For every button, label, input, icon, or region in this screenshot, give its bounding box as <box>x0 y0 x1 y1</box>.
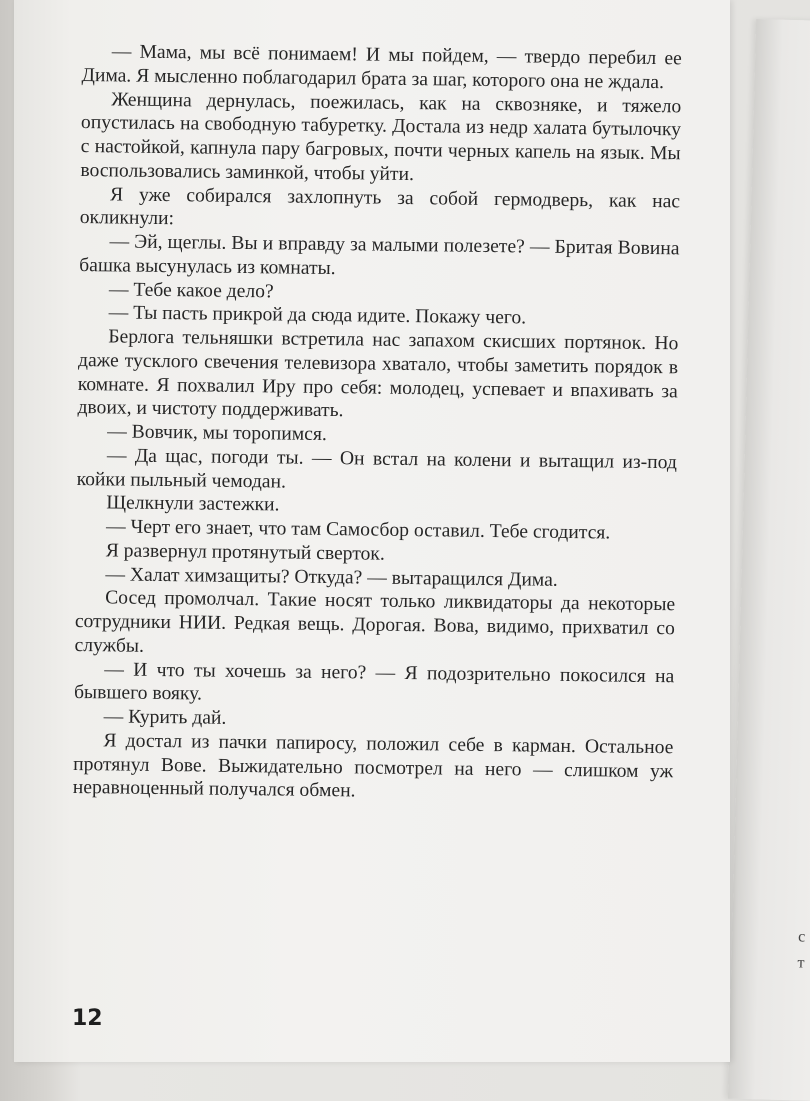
adjacent-page <box>728 19 810 1101</box>
paragraph: — Черт его знает, что там Самосбор оставил. Тебе сгодится. <box>105 516 611 544</box>
paragraph: — Халат химзащиты? Откуда? — вытаращился Дима. <box>105 563 558 591</box>
paragraph: Я уже собирался захлопнуть за собой гермодверь, как нас окликнули: <box>79 183 681 230</box>
book-page <box>14 0 730 1062</box>
paragraph: — Да щас, погоди ты. — Он встал на колени и вытащил из-под койки пыльный чемодан. <box>76 445 678 493</box>
adjacent-page-glyph: с <box>797 928 806 946</box>
paragraph: Я достал из пачки папиросу, положил себе в карман. Остальное протянул Вове. Выжидательно посмотрел на него — слишком уж неравноценный получался обмен. <box>72 730 674 802</box>
paragraph: Сосед промолчал. Такие носят только ликвидаторы да некоторые сотрудники НИИ. Редкая вещь. Дорогая. Вова, видимо, прихватил со службы. <box>74 587 676 657</box>
paragraph: — Вовчик, мы торопимся. <box>107 421 327 446</box>
page-text <box>73 40 682 807</box>
paragraph: Берлога тельняшки встретила нас запахом скисших портянок. Но даже тусклого свечения телевизора хватало, чтобы заметить порядок в комнате. Я похвалил Иру про себя: молодец, успевает и впахивать за двоих, и чистоту поддерживать. <box>77 326 679 422</box>
paragraph: Щелкнули застежки. <box>106 492 280 516</box>
paragraph: — Эй, щеглы. Вы и вправду за малыми полезете? — Бритая Вовина башка высунулась из комнаты. <box>79 231 680 279</box>
page-number: 12 <box>72 1006 103 1031</box>
paragraph: — Курить дай. <box>103 706 227 729</box>
paragraph: — И что ты хочешь за него? — Я подозрительно покосился на бывшего вояку. <box>73 658 675 705</box>
paragraph: — Ты пасть прикрой да сюда идите. Покажу чего. <box>108 302 527 329</box>
paragraph: Женщина дернулась, поежилась, как на сквозняке, и тяжело опустилась на свободную табуретку. Достала из недр халата бутылочку с настойкой, капнула пару багровых, почти черных капель на язык. Мы воспользовались заминкой, чтобы уйти. <box>80 88 682 185</box>
paragraph: — Тебе какое дело? <box>108 278 274 302</box>
adjacent-page-glyph: т <box>797 954 805 972</box>
paragraph: — Мама, мы всё понимаем! И мы пойдем, — твердо перебил ее Дима. Я мысленно поблагодарил брата за шаг, которого она не ждала. <box>81 41 682 93</box>
paragraph: Я развернул протянутый сверток. <box>105 540 385 565</box>
